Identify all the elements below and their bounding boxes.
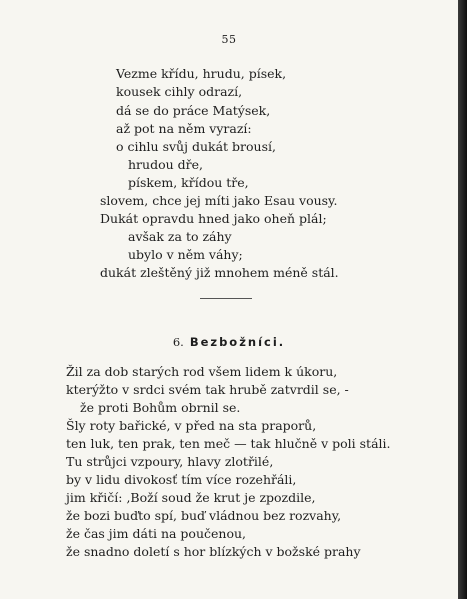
- text-line: Žil za dob starých rod všem lidem k úkoru,: [66, 364, 338, 379]
- poem-line: kousek cihly odrazí,: [116, 84, 243, 99]
- text-line: Tu strůjci vzpoury, hlavy zlotřilé,: [66, 454, 274, 469]
- section-title: Bezbožníci.: [189, 335, 286, 349]
- poem-line: pískem, křídou tře,: [128, 175, 249, 190]
- text-line: ten luk, ten prak, ten meč — tak hlučně v poli stáli.: [66, 436, 391, 451]
- text-line: by v lidu divokosť tím více rozehřáli,: [66, 472, 297, 487]
- text-line: kterýžto v srdci svém tak hrubě zatvrdil se, -: [66, 382, 349, 397]
- text-line: že čas jim dáti na poučenou,: [66, 526, 246, 541]
- poem-line: slovem, chce jej míti jako Esau vousy.: [100, 193, 338, 208]
- poem-line: Vezme křídu, hrudu, písek,: [116, 66, 287, 81]
- section-number: 6.: [172, 335, 184, 349]
- poem-line: až pot na něm vyrazí:: [116, 121, 252, 136]
- page-edge-shadow: [458, 0, 467, 599]
- poem-line: ubylo v něm váhy;: [128, 247, 243, 262]
- page-number: 55: [221, 33, 237, 46]
- poem-line: avšak za to záhy: [128, 229, 232, 244]
- text-line: že proti Bohům obrnil se.: [80, 400, 241, 415]
- section-heading: [0, 335, 458, 349]
- text-line: jim křičí: ‚Boží soud že krut je zpozdile,: [66, 490, 316, 505]
- text-line: že snadno doletí s hor blízkých v božské prahy: [66, 544, 361, 559]
- text-line: že bozi buďto spí, buď vládnou bez rozvahy,: [66, 508, 342, 523]
- text-line: Šly roty bařické, v před na sta praporů,: [66, 418, 317, 433]
- poem-line: hrudou dře,: [128, 157, 203, 172]
- poem-line: dukát zleštěný již mnohem méně stál.: [100, 265, 339, 280]
- poem-line: Dukát opravdu hned jako oheň plál;: [100, 211, 327, 226]
- poem-line: dá se do práce Matýsek,: [116, 103, 271, 118]
- poem-line: o cihlu svůj dukát brousí,: [116, 139, 276, 154]
- section-divider: [200, 298, 252, 299]
